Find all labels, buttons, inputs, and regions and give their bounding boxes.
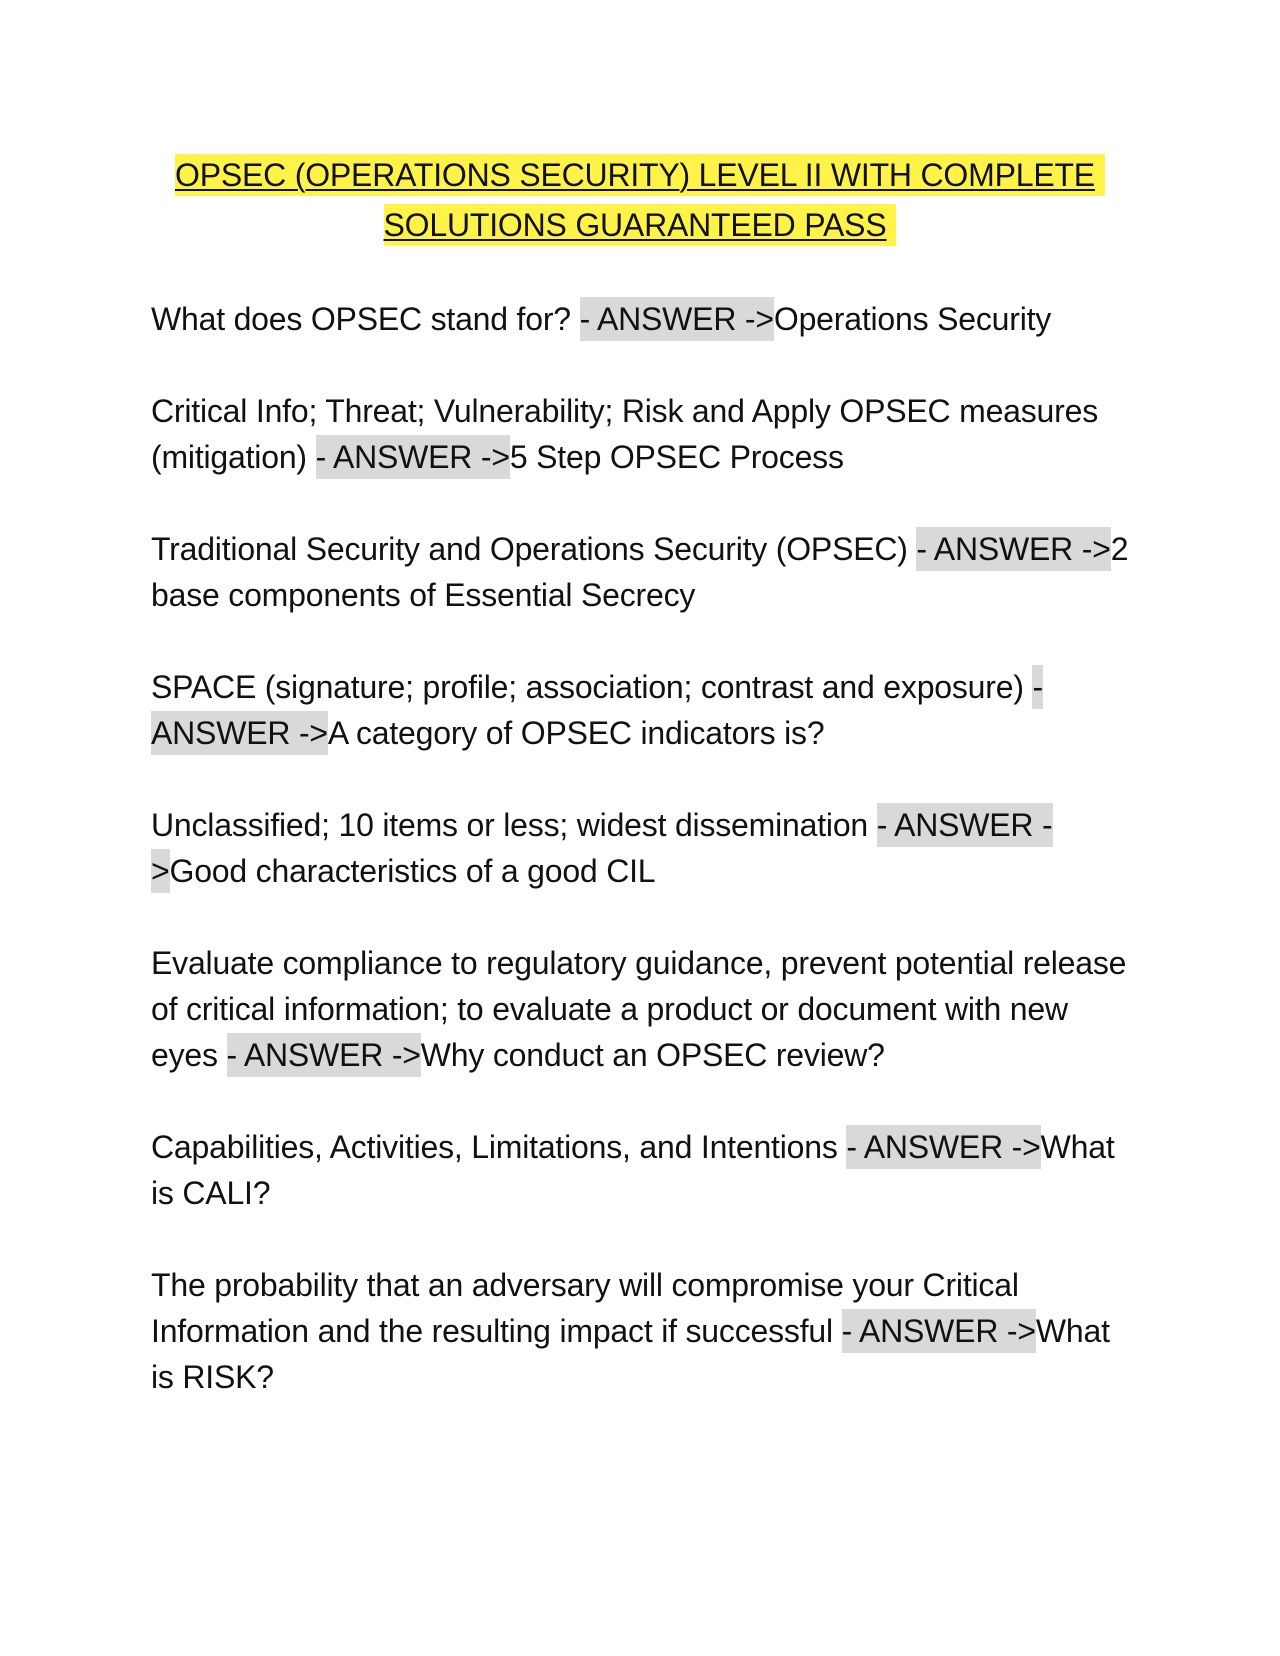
qa-answer: 2 base components of Essential Secrecy xyxy=(151,531,1129,613)
qa-item xyxy=(151,1262,1131,1400)
answer-marker: - ANSWER -> xyxy=(316,435,510,479)
qa-answer: Why conduct an OPSEC review? xyxy=(420,1037,885,1073)
qa-answer: Good characteristics of a good CIL xyxy=(169,853,656,889)
answer-marker: - ANSWER -> xyxy=(846,1125,1040,1169)
qa-item xyxy=(151,664,1131,756)
qa-prompt: Critical Info; Threat; Vulnerability; Risk and Apply OPSEC measures (mitigation) xyxy=(151,393,1099,475)
qa-answer: What is CALI? xyxy=(151,1129,1115,1211)
qa-answer: Operations Security xyxy=(773,301,1052,337)
answer-marker: - ANSWER -> xyxy=(227,1033,421,1077)
qa-item xyxy=(151,802,1131,894)
answer-marker: - ANSWER -> xyxy=(580,297,774,341)
document-title xyxy=(150,150,1130,250)
qa-item xyxy=(151,526,1131,618)
answer-marker: - ANSWER -> xyxy=(842,1309,1036,1353)
qa-answer: A category of OPSEC indicators is? xyxy=(327,715,825,751)
qa-item xyxy=(151,1124,1131,1216)
qa-answer: What is RISK? xyxy=(151,1313,1110,1395)
qa-prompt: Capabilities, Activities, Limitations, and Intentions xyxy=(151,1129,847,1165)
qa-item xyxy=(151,388,1131,480)
qa-prompt: Unclassified; 10 items or less; widest dissemination xyxy=(151,807,877,843)
qa-prompt: The probability that an adversary will compromise your Critical Information and the resulting impact if successful xyxy=(151,1267,1019,1349)
qa-prompt: SPACE (signature; profile; association; contrast and exposure) xyxy=(151,669,1033,705)
qa-item xyxy=(151,296,1131,342)
qa-prompt: Evaluate compliance to regulatory guidance, prevent potential release of critical information; to evaluate a product or document with new eyes xyxy=(151,945,1127,1073)
qa-prompt: Traditional Security and Operations Security (OPSEC) xyxy=(151,531,917,567)
answer-marker: - ANSWER -> xyxy=(151,665,1043,755)
qa-list xyxy=(151,296,1131,1446)
qa-prompt: What does OPSEC stand for? xyxy=(151,301,580,337)
answer-marker: - ANSWER -> xyxy=(916,527,1110,571)
answer-marker: - ANSWER -> xyxy=(151,803,1053,893)
qa-item xyxy=(151,940,1131,1078)
document-title-text: OPSEC (OPERATIONS SECURITY) LEVEL II WITH COMPLETE SOLUTIONS GUARANTEED PASS xyxy=(175,154,1105,246)
qa-answer: 5 Step OPSEC Process xyxy=(509,439,844,475)
